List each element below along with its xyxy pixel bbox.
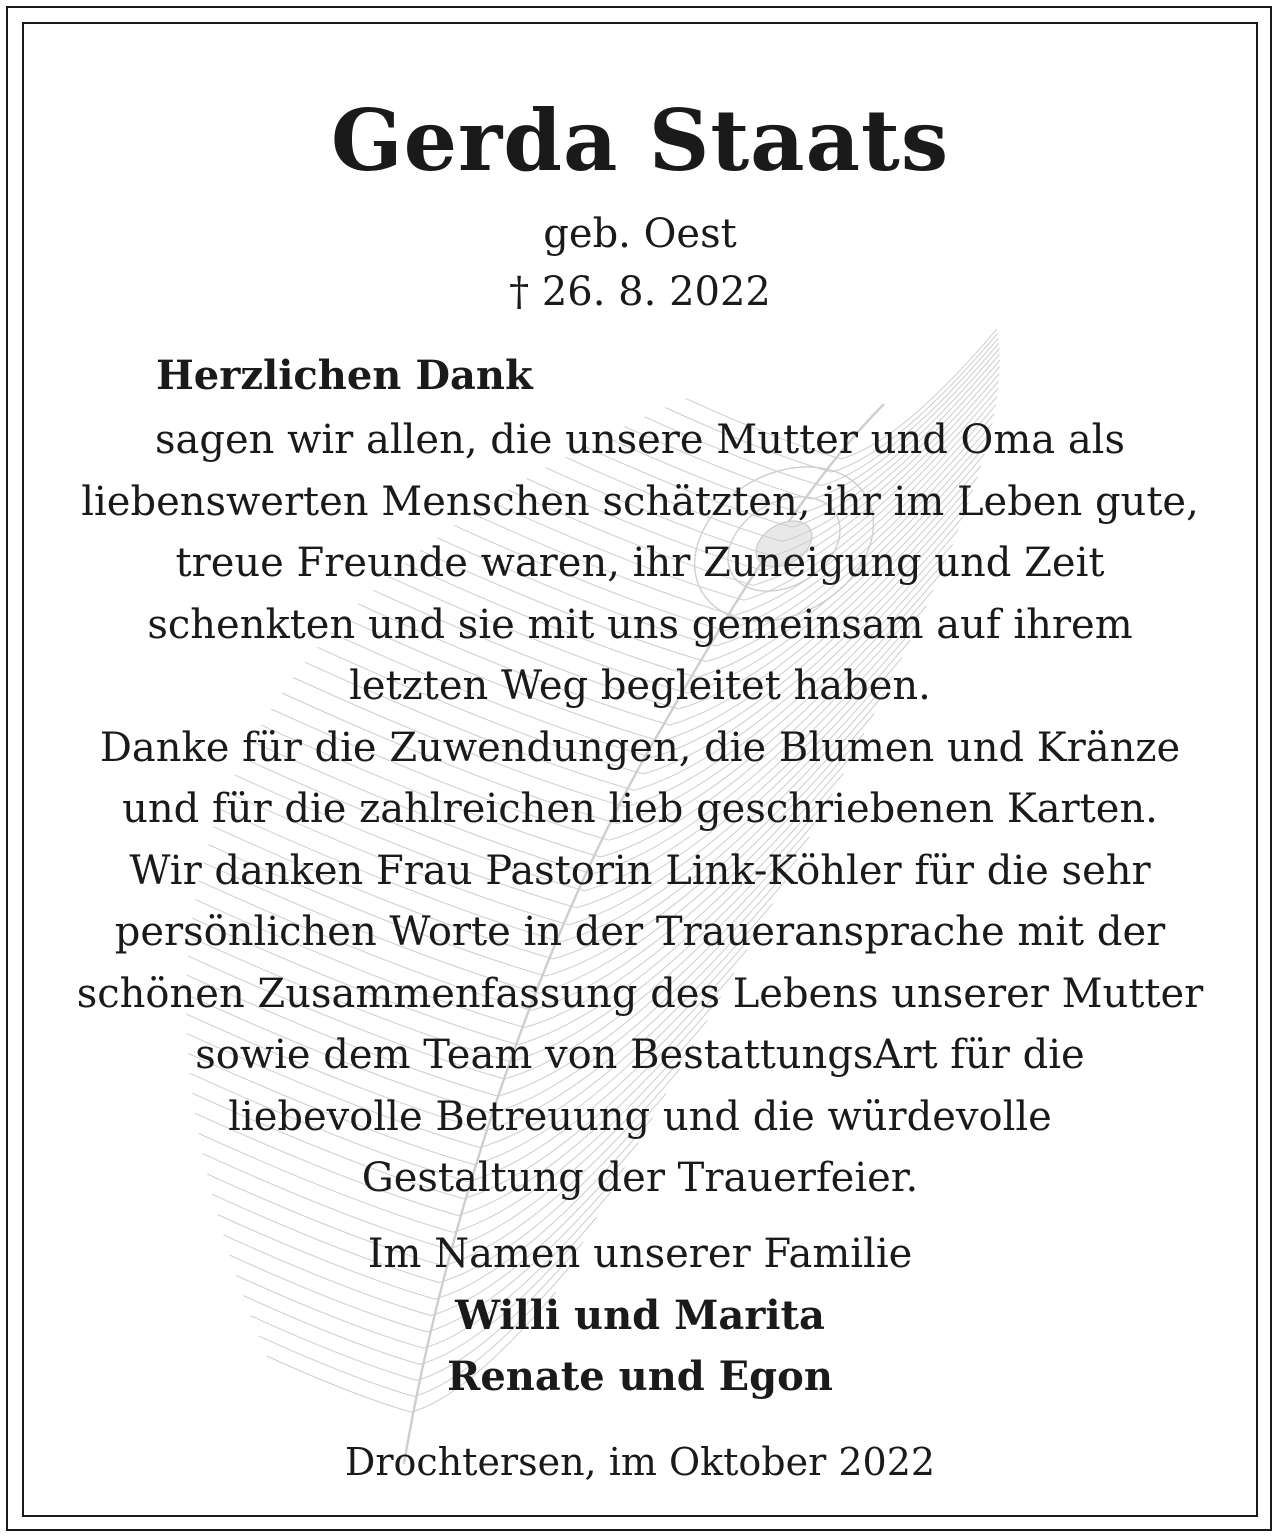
body-line: Wir danken Frau Pastorin Link-Köhler für die sehr — [129, 847, 1151, 894]
body-line: liebevolle Betreuung und die würdevolle — [228, 1093, 1052, 1140]
body-line: und für die zahlreichen lieb geschriebenen Karten. — [122, 786, 1158, 832]
thanks-heading: Herzlichen Dank — [156, 352, 533, 399]
body-line: treue Freunde waren, ihr Zuneigung und Zeit — [175, 540, 1105, 586]
body-line: schönen Zusammenfassung des Lebens unserer Mutter — [76, 970, 1204, 1017]
body-line: Gestaltung der Trauerfeier. — [361, 1155, 919, 1201]
body-line: letzten Weg begleitet haben. — [349, 663, 931, 709]
body-line: sagen wir allen, die unsere Mutter und Oma als — [155, 417, 1125, 463]
death-date: † 26. 8. 2022 — [509, 269, 771, 315]
deceased-name: Gerda Staats — [330, 91, 950, 190]
place-date: Drochtersen, im Oktober 2022 — [344, 1440, 936, 1484]
body-line: persönlichen Worte in der Traueransprache mit der — [114, 909, 1166, 955]
body-line: schenkten und sie mit uns gemeinsam auf ihrem — [147, 601, 1133, 648]
closing-block — [24, 1224, 1256, 1407]
signer-line: Willi und Marita — [455, 1292, 825, 1339]
body-line: sowie dem Team von BestattungsArt für die — [195, 1032, 1085, 1078]
closing-line: Im Namen unserer Familie — [367, 1231, 913, 1277]
body-line: liebenswerten Menschen schätzten, ihr im Leben gute, — [81, 478, 1199, 525]
thanks-body — [64, 410, 1216, 1210]
birth-name: geb. Oest — [543, 211, 737, 257]
signer-line: Renate und Egon — [447, 1353, 833, 1400]
body-line: Danke für die Zuwendungen, die Blumen und Kränze — [99, 724, 1181, 771]
obituary-notice — [24, 24, 1256, 1515]
